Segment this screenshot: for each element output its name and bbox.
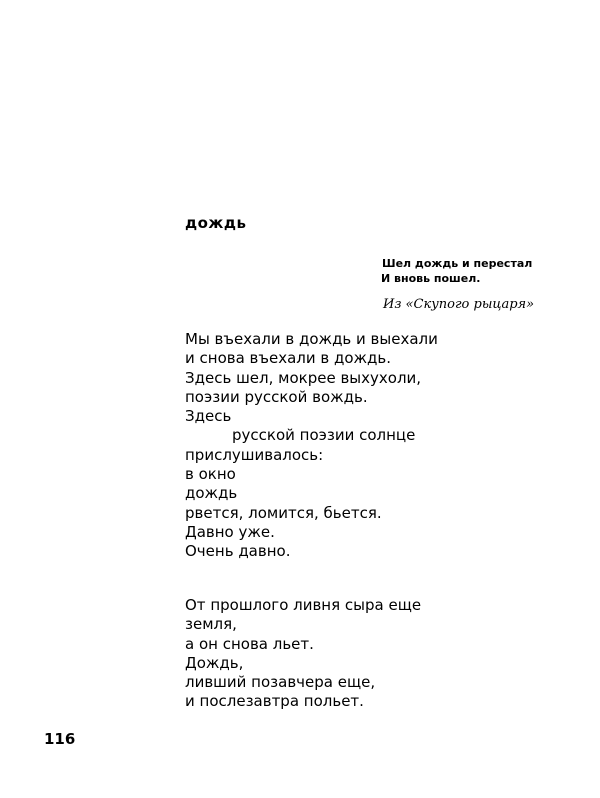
verse-line: в окно xyxy=(185,465,236,484)
verse-line: Мы въехали в дождь и выехали xyxy=(185,330,438,348)
verse-line: дождь xyxy=(185,484,238,503)
verse-line: а он снова льет. xyxy=(185,634,314,653)
verse-line: земля, xyxy=(185,615,237,634)
verse-line: поэзии русской вождь. xyxy=(185,387,368,406)
poem-title: дождь xyxy=(185,214,247,232)
stanza-1 xyxy=(185,330,438,562)
stanza-2 xyxy=(185,596,421,712)
verse-line: Дождь, xyxy=(185,653,244,672)
epigraph xyxy=(378,256,558,286)
epigraph-source: Из «Скупого рыцаря» xyxy=(383,297,535,312)
epigraph-line: И вновь пошел. xyxy=(381,272,481,285)
verse-line: Очень давно. xyxy=(185,542,291,561)
verse-line: и послезавтра польет. xyxy=(185,692,364,711)
verse-line-indented: русской поэзии солнце xyxy=(232,426,416,445)
epigraph-line: Шел дождь и перестал xyxy=(382,257,533,270)
verse-line: Здесь xyxy=(185,407,232,426)
verse-line: прислушивалось: xyxy=(185,445,324,464)
verse-line: ливший позавчера еще, xyxy=(185,673,376,692)
verse-line: и снова въехали в дождь. xyxy=(185,349,392,368)
page-number: 116 xyxy=(44,730,76,748)
verse-line: Давно уже. xyxy=(185,522,275,541)
verse-line: Здесь шел, мокрее выхухоли, xyxy=(185,368,422,387)
verse-line: От прошлого ливня сыра еще xyxy=(185,596,422,614)
verse-line: рвется, ломится, бьется. xyxy=(185,503,382,522)
